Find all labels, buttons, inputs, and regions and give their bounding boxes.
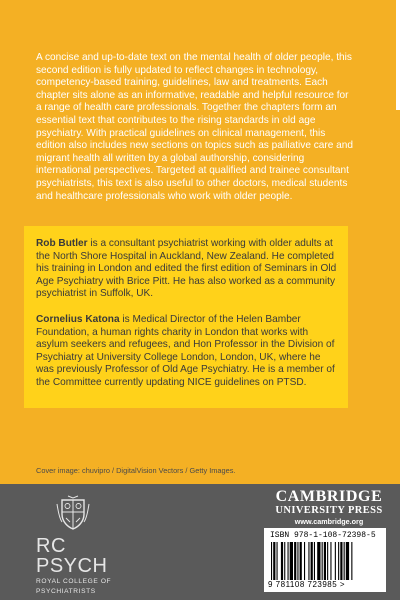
- author-bio-text: is a consultant psychiatrist working with older adults at the North Shore Hospital in Auckland, New Zealand. He completed his training in London and edited the first edition of Seminars in Old Age Psychiatry with Brice Pitt. He has also worked as a community psychiatrist in Suffolk, UK.: [36, 238, 337, 300]
- author-bio-box: [24, 226, 348, 408]
- barcode-digits: 9 781108 723985 >: [268, 580, 346, 589]
- isbn-text: ISBN 978-1-108-72398-5: [270, 531, 376, 540]
- rcpsych-logo: [36, 536, 146, 596]
- publisher-logo: [264, 488, 394, 527]
- cover-image-credit: Cover image: chuvipro / DigitalVision Vectors / Getty Images.: [36, 466, 236, 475]
- author-bio-text: is Medical Director of the Helen Bamber Foundation, a human rights charity in London that works with asylum seekers and refugees, and Hon Professor in the Division of Psychiatry at University College London, London, UK, where he was previously Professor of Old Age Psychiatry. He is a member of the Committee currently updating NICE guidelines on PTSD.: [36, 314, 335, 388]
- isbn-barcode-box: [264, 528, 386, 592]
- rcpsych-logo-sub2: PSYCHIATRISTS: [36, 588, 96, 595]
- barcode-icon: [270, 542, 382, 580]
- author-name: Cornelius Katona: [36, 314, 120, 325]
- rcpsych-crest-icon: [54, 494, 92, 532]
- rcpsych-logo-line2: PSYCH: [36, 555, 108, 577]
- rcpsych-logo-sub1: ROYAL COLLEGE OF: [36, 578, 112, 585]
- publisher-band: [0, 484, 400, 600]
- author-bio: [36, 314, 341, 390]
- publisher-press: UNIVERSITY PRESS: [275, 505, 383, 516]
- author-name: Rob Butler: [36, 238, 88, 249]
- rcpsych-logo-line1: RC: [36, 535, 66, 557]
- publisher-website: www.cambridge.org: [294, 517, 364, 526]
- book-description: A concise and up-to-date text on the mental health of older people, this second edition is fully updated to reflect changes in technology, competency-based training, guidelines, law and treatments. Each chapter sits alone as an informative, readable and helpful resource for a range of health care professionals. Together the chapters form an essential text that contributes to the rising standards in old age psychiatry. With practical guidelines on clinical management, this edition also includes new sections on topics such as palliative care and migrant health all written by a global authorship, considering international perspectives. Targeted at qualified and trainee consultant psychiatrists, this text is also useful to other doctors, medical students and healthcare professionals who work with older people.: [36, 52, 354, 202]
- author-bio: [36, 238, 341, 301]
- top-right-rule: [396, 0, 400, 110]
- publisher-name: CAMBRIDGE: [275, 488, 383, 505]
